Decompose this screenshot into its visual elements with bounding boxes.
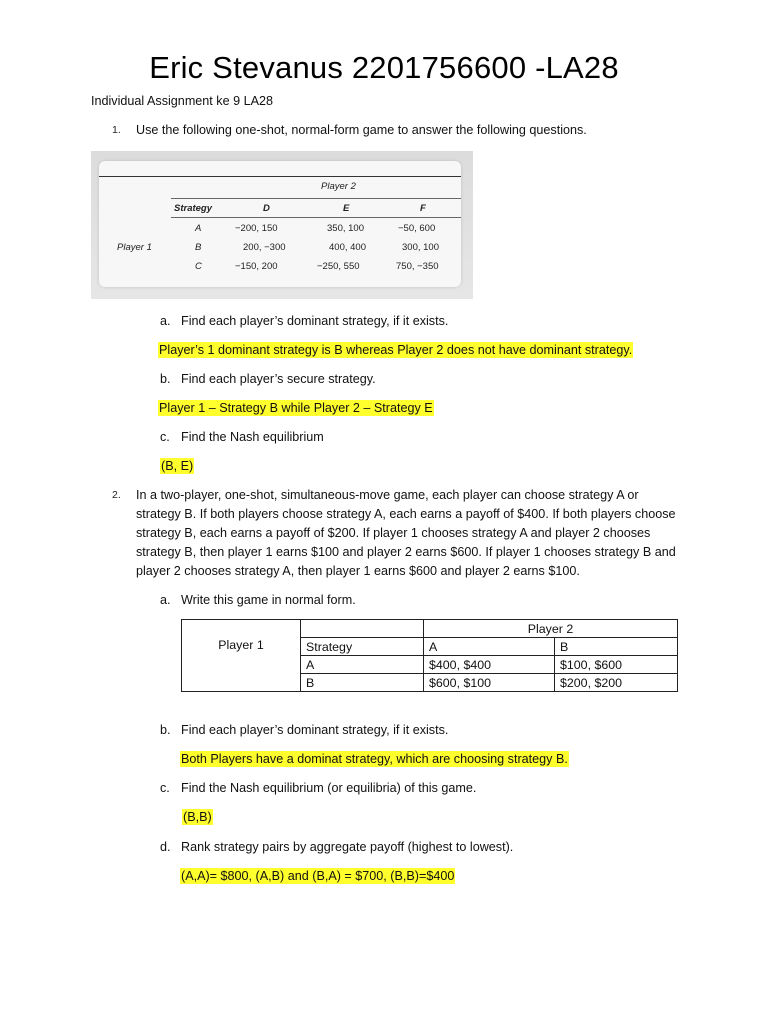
img-cell-a-d: −200, 150 <box>235 223 278 234</box>
q1c-letter: c. <box>160 430 170 444</box>
q1-number: 1. <box>112 124 121 136</box>
nf-col-a: A <box>424 638 555 656</box>
nf-row-a-label: A <box>301 656 424 674</box>
img-strategy-label: Strategy <box>174 203 213 214</box>
img-col-f: F <box>420 203 426 214</box>
q2-prompt-line-4: strategy B, then player 1 earns $100 and player 2 earns $600. If player 1 chooses strategy B and <box>136 545 676 559</box>
img-cell-c-d: −150, 200 <box>235 261 278 272</box>
q2-number: 2. <box>112 489 121 501</box>
img-cell-b-d: 200, −300 <box>243 242 286 253</box>
nf-strategy-label: Strategy <box>301 638 424 656</box>
img-player2-label: Player 2 <box>321 181 356 192</box>
q1b-question: Find each player’s secure strategy. <box>181 372 376 386</box>
q2d-question: Rank strategy pairs by aggregate payoff (highest to lowest). <box>181 840 514 854</box>
assignment-subtitle: Individual Assignment ke 9 LA28 <box>91 94 274 108</box>
q2-prompt-line-3: strategy B, each earns a payoff of $200. If player 1 chooses strategy A and player 2 chooses <box>136 526 651 540</box>
nf-cell-ab: $100, $600 <box>555 656 678 674</box>
img-cell-c-e: −250, 550 <box>317 261 360 272</box>
normal-form-table <box>181 619 678 692</box>
img-col-d: D <box>263 203 270 214</box>
nf-col-b: B <box>555 638 678 656</box>
img-cell-b-f: 300, 100 <box>402 242 439 253</box>
q2b-answer: Both Players have a dominat strategy, which are choosing strategy B. <box>181 752 568 766</box>
q2-prompt-line-1: In a two-player, one-shot, simultaneous-move game, each player can choose strategy A or <box>136 488 639 502</box>
q2c-question: Find the Nash equilibrium (or equilibria) of this game. <box>181 781 477 795</box>
q2a-question: Write this game in normal form. <box>181 593 356 607</box>
q1c-answer: (B, E) <box>161 459 194 473</box>
q2d-letter: d. <box>160 840 171 854</box>
q1-prompt: Use the following one-shot, normal-form game to answer the following questions. <box>136 123 587 137</box>
nf-cell-bb: $200, $200 <box>555 674 678 692</box>
game-table-image <box>91 151 473 299</box>
page-title: Eric Stevanus 2201756600 -LA28 <box>149 50 619 85</box>
q1a-answer: Player’s 1 dominant strategy is B whereas Player 2 does not have dominant strategy. <box>159 343 633 357</box>
nf-player1-label: Player 1 <box>182 620 301 692</box>
img-cell-c-f: 750, −350 <box>396 261 439 272</box>
img-cell-a-e: 350, 100 <box>327 223 364 234</box>
img-col-e: E <box>343 203 350 214</box>
q1b-letter: b. <box>160 372 171 386</box>
q1c-question: Find the Nash equilibrium <box>181 430 324 444</box>
img-row-a-label: A <box>195 223 202 234</box>
nf-cell-ba: $600, $100 <box>424 674 555 692</box>
q1b-answer: Player 1 – Strategy B while Player 2 – Strategy E <box>159 401 433 415</box>
q2b-letter: b. <box>160 723 171 737</box>
nf-row-b-label: B <box>301 674 424 692</box>
nf-cell-aa: $400, $400 <box>424 656 555 674</box>
q2-prompt-line-2: strategy B. If both players choose strategy A, each earns a payoff of $400. If both players choose <box>136 507 676 521</box>
game-table-card <box>99 161 461 287</box>
q2c-letter: c. <box>160 781 170 795</box>
img-cell-a-f: −50, 600 <box>398 223 436 234</box>
q2d-answer: (A,A)= $800, (A,B) and (B,A) = $700, (B,B)=$400 <box>181 869 455 883</box>
img-player1-label: Player 1 <box>117 242 152 253</box>
q2b-question: Find each player’s dominant strategy, if it exists. <box>181 723 449 737</box>
q2a-letter: a. <box>160 593 171 607</box>
nf-player2-label: Player 2 <box>424 620 678 638</box>
img-row-b-label: B <box>195 242 202 253</box>
q2c-answer: (B,B) <box>183 810 212 824</box>
img-cell-b-e: 400, 400 <box>329 242 366 253</box>
q1a-question: Find each player’s dominant strategy, if it exists. <box>181 314 449 328</box>
q1a-letter: a. <box>160 314 171 328</box>
q2-prompt-line-5: player 2 chooses strategy A, then player 1 earns $600 and player 2 earns $100. <box>136 564 580 578</box>
img-row-c-label: C <box>195 261 202 272</box>
